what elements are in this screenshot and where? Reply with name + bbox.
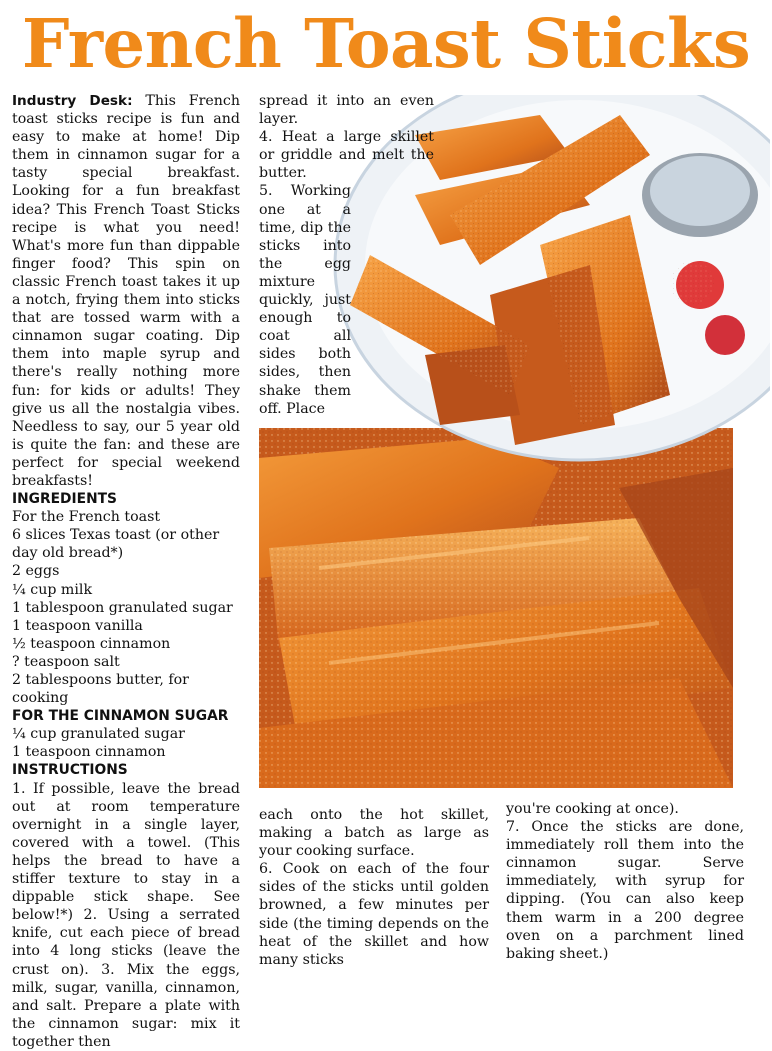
ingredient-item: 1 tablespoon granulated sugar [12,599,233,616]
ingredient-item: For the French toast [12,509,161,526]
ingredient-item: 2 tablespoons butter, for cooking [12,672,189,707]
instruction-step: you're cooking at once). [506,801,679,817]
ingredient-item: ½ teaspoon cinnamon [12,635,171,652]
intro-text: This French toast sticks recipe is fun and easy to make at home! Dip them in cinnamon sugar for a tasty special breakfast. Looking for a fun breakfast idea? This French Toast Sticks recipe is what you need! What's more fun than dippable finger food? This spin on classic French toast takes it up a notch, frying them into sticks that are tossed warm with a cinnamon sugar coating. Dip them into maple syrup and there's really nothing more fun: for kids or adults! They give us all the nostalgia vibes. Needless to say, our 5 year old is quite the fan: and these are perfect for special weekend breakfasts! [12,93,240,489]
column-middle-top [259,92,434,418]
intro-lead: Industry Desk: [12,93,133,109]
instruction-step: each onto the hot skillet, making a batch as large as your cooking surface. [259,807,489,860]
column-middle-bottom [259,806,489,969]
ingredient-item: ? teaspoon salt [12,653,120,670]
instruction-step: 6. Cook on each of the four sides of the sticks until golden browned, a few minutes per side (the timing depends on the heat of the skillet and how many sticks [259,861,489,968]
ingredient-item: 6 slices Texas toast (or other day old bread*) [12,527,220,562]
instruction-step: 7. Once the sticks are done, immediately roll them into the cinnamon sugar. Serve immediately, with syrup for dipping. (You can also keep them warm in a 200 degree oven on a parchment lined baking sheet.) [506,819,744,962]
instructions-col1: 1. If possible, leave the bread out at room temperature overnight in a single layer, covered with a towel. (This helps the bread to have a stiffer texture to stay in a dippable stick shape. See below!*) 2. Using a serrated knife, cut each piece of bread into 4 long sticks (leave the crust on). 3. Mix the eggs, milk, sugar, vanilla, cinnamon, and salt. Prepare a plate with the cinnamon sugar: mix it together then [12,780,240,1050]
column-left [12,92,240,1051]
ingredient-item: ¼ cup milk [12,581,93,598]
ingredients-heading: INGREDIENTS [12,491,117,508]
ingredient-item: 2 eggs [12,563,60,580]
ingredient-item: 1 teaspoon vanilla [12,617,143,634]
ingredient-item: ¼ cup granulated sugar [12,726,185,743]
column-right-bottom [506,800,744,963]
intro-paragraph [12,92,240,490]
ingredient-item: 1 teaspoon cinnamon [12,744,166,761]
instruction-step: 5. Working one at a time, dip the sticks into the egg mixture quickly, just enough to coat all sides both sides, then shake them off. Place [259,183,351,417]
instructions-heading: INSTRUCTIONS [12,762,128,779]
ingredients-section [12,490,240,780]
instruction-step: 4. Heat a large skillet or griddle and melt the butter. [259,129,434,182]
cinnamon-sugar-heading: FOR THE CINNAMON SUGAR [12,708,229,725]
instruction-step: spread it into an even layer. [259,93,434,128]
page-title: French Toast Sticks [21,4,751,83]
